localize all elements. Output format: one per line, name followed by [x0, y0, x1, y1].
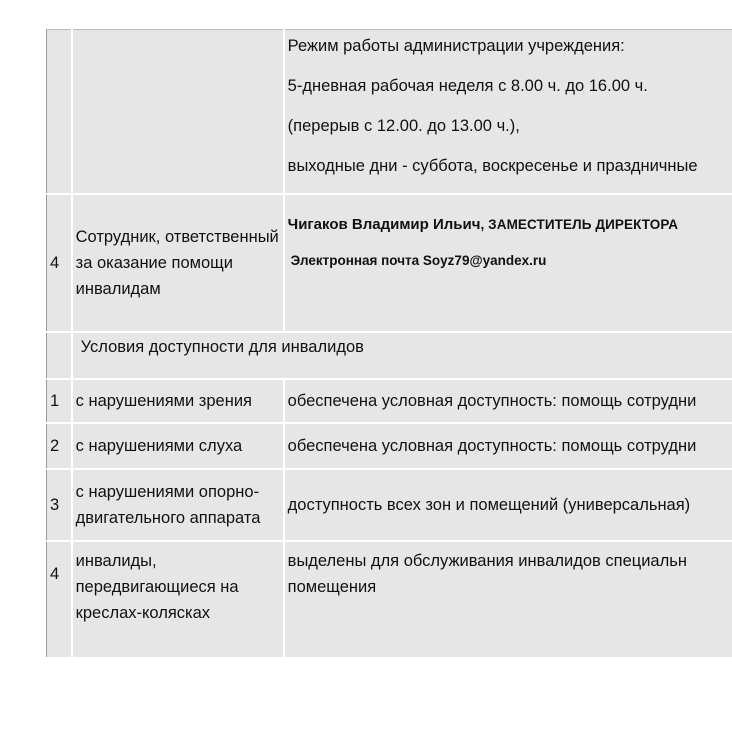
condition-category: с нарушениями слуха	[72, 423, 284, 469]
number-cell-empty	[47, 332, 72, 379]
staff-separator: ,	[480, 217, 489, 232]
row-number: 4	[47, 194, 72, 332]
condition-category: с нарушениями зрения	[72, 379, 284, 423]
table-row	[47, 423, 732, 469]
staff-email: Электронная почта Soyz79@yandex.ru	[290, 253, 547, 268]
row-number: 3	[47, 469, 72, 541]
table-row	[47, 469, 732, 541]
condition-category: с нарушениями опорно-двигательного аппарата	[72, 469, 284, 541]
schedule-break: (перерыв с 12.00. до 13.00 ч.),	[287, 117, 520, 135]
table-row-section-header	[47, 332, 732, 379]
row-number: 4	[47, 541, 72, 658]
table-row	[47, 379, 732, 423]
schedule-days-off: выходные дни - суббота, воскресенье и праздничные	[287, 157, 698, 175]
condition-access: доступность всех зон и помещений (универсальная)	[284, 469, 732, 541]
table-row-schedule	[47, 30, 732, 195]
staff-label: Сотрудник, ответственный за оказание помощи инвалидам	[72, 194, 284, 332]
table-row-staff	[47, 194, 732, 332]
row-number: 2	[47, 423, 72, 469]
staff-contact-cell	[284, 194, 732, 332]
schedule-heading: Режим работы администрации учреждения:	[287, 37, 625, 55]
schedule-cell	[284, 30, 732, 195]
section-title: Условия доступности для инвалидов	[72, 332, 732, 379]
staff-title: ЗАМЕСТИТЕЛЬ ДИРЕКТОРА	[488, 217, 679, 232]
table-row	[47, 541, 732, 658]
staff-name: Чигаков Владимир Ильич	[287, 216, 481, 233]
condition-access: обеспечена условная доступность: помощь сотрудни	[284, 423, 732, 469]
condition-access: обеспечена условная доступность: помощь сотрудни	[284, 379, 732, 423]
accessibility-info-table	[46, 29, 732, 659]
condition-access: выделены для обслуживания инвалидов специальн помещения	[284, 541, 732, 658]
schedule-workweek: 5-дневная рабочая неделя с 8.00 ч. до 16.00 ч.	[287, 77, 648, 95]
number-cell-empty	[47, 30, 72, 195]
row-number: 1	[47, 379, 72, 423]
condition-category: инвалиды, передвигающиеся на креслах-колясках	[72, 541, 284, 658]
label-cell-empty	[72, 30, 284, 195]
